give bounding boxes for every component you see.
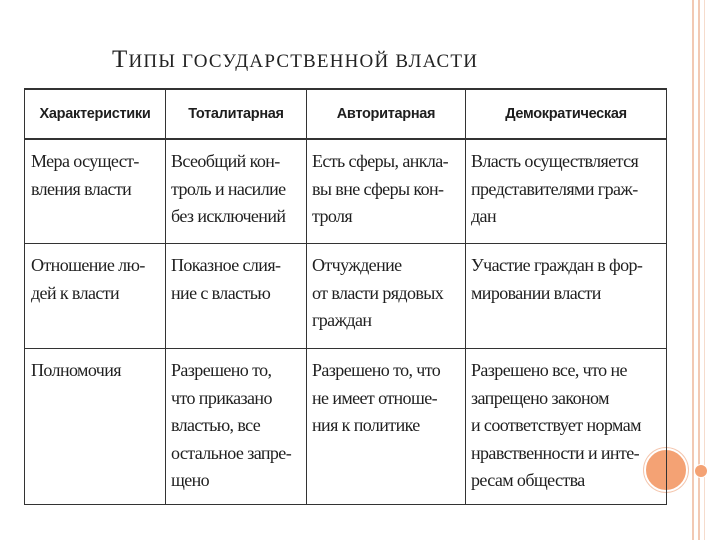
table-row [25, 139, 667, 244]
header-characteristics: Характеристики [25, 89, 166, 139]
header-totalitarian: Тоталитарная [166, 89, 307, 139]
table-cell: Показное слия- ние с властью [166, 244, 307, 349]
slide-frame-line-inner [698, 0, 700, 540]
table-row [25, 244, 667, 349]
decorative-circle-small [694, 464, 708, 478]
table-cell: Полномочия [25, 349, 166, 505]
header-authoritarian: Авторитарная [307, 89, 466, 139]
table-cell: Разрешено то, что приказано властью, все остальное запре- щено [166, 349, 307, 505]
table-cell: Участие граждан в фор- мировании власти [466, 244, 667, 349]
slide-title-first-letter: Т [112, 46, 129, 73]
header-democratic: Демократическая [466, 89, 667, 139]
table-cell: Отношение лю- дей к власти [25, 244, 166, 349]
table-cell: Отчуждение от власти рядовых граждан [307, 244, 466, 349]
table-cell: Всеобщий кон- троль и насилие без исключений [166, 139, 307, 244]
table-row [25, 349, 667, 505]
table-cell: Мера осущест- вления власти [25, 139, 166, 244]
table-cell: Разрешено то, что не имеет отноше- ния к политике [307, 349, 466, 505]
table-header-row [25, 89, 667, 139]
table-cell: Разрешено все, что не запрещено законом и соответствует нормам нравственности и инте- ресам общества [466, 349, 667, 505]
slide-title [112, 46, 478, 74]
slide-frame-line-thin [704, 0, 705, 540]
slide-title-rest: ИПЫ ГОСУДАРСТВЕННОЙ ВЛАСТИ [128, 51, 479, 72]
table-cell: Власть осуществляется представителями граж- дан [466, 139, 667, 244]
slide-frame-line-outer [692, 0, 694, 540]
power-types-table [24, 88, 667, 505]
table-cell: Есть сферы, анкла- вы вне сферы кон- троля [307, 139, 466, 244]
